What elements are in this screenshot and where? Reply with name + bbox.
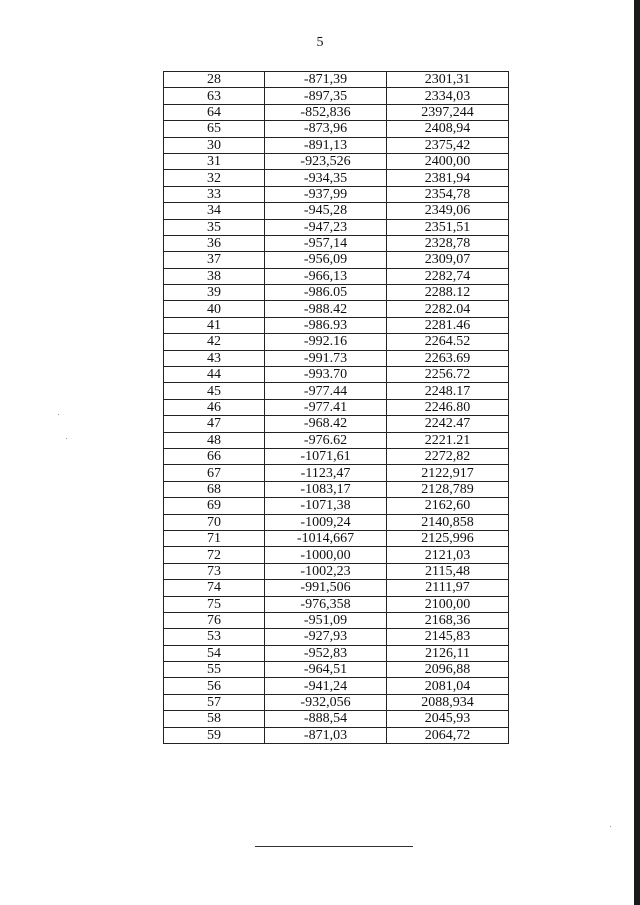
x-coordinate-cell: -964,51 — [265, 662, 387, 678]
footer-rule — [255, 846, 413, 847]
table-row — [164, 383, 509, 399]
point-number-cell: 74 — [164, 580, 265, 596]
x-coordinate-cell: -977.41 — [265, 399, 387, 415]
y-coordinate-cell: 2081,04 — [387, 678, 509, 694]
x-coordinate-cell: -956,09 — [265, 252, 387, 268]
y-coordinate-cell: 2122,917 — [387, 465, 509, 481]
y-coordinate-cell: 2349,06 — [387, 203, 509, 219]
table-row — [164, 481, 509, 497]
y-coordinate-cell: 2126,11 — [387, 645, 509, 661]
table-row — [164, 678, 509, 694]
table-row — [164, 317, 509, 333]
table-row — [164, 432, 509, 448]
x-coordinate-cell: -976.62 — [265, 432, 387, 448]
y-coordinate-cell: 2272,82 — [387, 448, 509, 464]
y-coordinate-cell: 2381,94 — [387, 170, 509, 186]
x-coordinate-cell: -945,28 — [265, 203, 387, 219]
table-row — [164, 186, 509, 202]
x-coordinate-cell: -951,09 — [265, 612, 387, 628]
scan-speck — [610, 826, 611, 827]
x-coordinate-cell: -986.93 — [265, 317, 387, 333]
coordinates-table-body — [164, 72, 509, 744]
x-coordinate-cell: -871,39 — [265, 72, 387, 88]
point-number-cell: 73 — [164, 563, 265, 579]
x-coordinate-cell: -1000,00 — [265, 547, 387, 563]
point-number-cell: 76 — [164, 612, 265, 628]
table-row — [164, 72, 509, 88]
point-number-cell: 48 — [164, 432, 265, 448]
scan-speck — [66, 438, 67, 439]
y-coordinate-cell: 2263.69 — [387, 350, 509, 366]
table-row — [164, 514, 509, 530]
table-row — [164, 629, 509, 645]
x-coordinate-cell: -1083,17 — [265, 481, 387, 497]
point-number-cell: 69 — [164, 498, 265, 514]
table-row — [164, 563, 509, 579]
point-number-cell: 46 — [164, 399, 265, 415]
point-number-cell: 42 — [164, 334, 265, 350]
y-coordinate-cell: 2221.21 — [387, 432, 509, 448]
x-coordinate-cell: -852,836 — [265, 104, 387, 120]
x-coordinate-cell: -932,056 — [265, 694, 387, 710]
y-coordinate-cell: 2281.46 — [387, 317, 509, 333]
y-coordinate-cell: 2256.72 — [387, 367, 509, 383]
x-coordinate-cell: -986.05 — [265, 285, 387, 301]
point-number-cell: 70 — [164, 514, 265, 530]
table-row — [164, 662, 509, 678]
table-row — [164, 137, 509, 153]
table-row — [164, 448, 509, 464]
table-row — [164, 645, 509, 661]
y-coordinate-cell: 2334,03 — [387, 88, 509, 104]
point-number-cell: 56 — [164, 678, 265, 694]
point-number-cell: 35 — [164, 219, 265, 235]
point-number-cell: 36 — [164, 235, 265, 251]
x-coordinate-cell: -1071,38 — [265, 498, 387, 514]
point-number-cell: 64 — [164, 104, 265, 120]
point-number-cell: 68 — [164, 481, 265, 497]
y-coordinate-cell: 2125,996 — [387, 530, 509, 546]
point-number-cell: 47 — [164, 416, 265, 432]
x-coordinate-cell: -888,54 — [265, 711, 387, 727]
y-coordinate-cell: 2351,51 — [387, 219, 509, 235]
y-coordinate-cell: 2145,83 — [387, 629, 509, 645]
y-coordinate-cell: 2408,94 — [387, 121, 509, 137]
scan-edge — [634, 0, 640, 905]
x-coordinate-cell: -1071,61 — [265, 448, 387, 464]
y-coordinate-cell: 2282.04 — [387, 301, 509, 317]
y-coordinate-cell: 2045,93 — [387, 711, 509, 727]
table-row — [164, 268, 509, 284]
x-coordinate-cell: -977.44 — [265, 383, 387, 399]
y-coordinate-cell: 2064,72 — [387, 727, 509, 743]
x-coordinate-cell: -966,13 — [265, 268, 387, 284]
x-coordinate-cell: -1002,23 — [265, 563, 387, 579]
table-row — [164, 694, 509, 710]
y-coordinate-cell: 2400,00 — [387, 153, 509, 169]
point-number-cell: 38 — [164, 268, 265, 284]
y-coordinate-cell: 2168,36 — [387, 612, 509, 628]
table-row — [164, 711, 509, 727]
x-coordinate-cell: -873,96 — [265, 121, 387, 137]
y-coordinate-cell: 2115,48 — [387, 563, 509, 579]
point-number-cell: 72 — [164, 547, 265, 563]
y-coordinate-cell: 2100,00 — [387, 596, 509, 612]
x-coordinate-cell: -937,99 — [265, 186, 387, 202]
point-number-cell: 34 — [164, 203, 265, 219]
y-coordinate-cell: 2246.80 — [387, 399, 509, 415]
coordinates-table — [163, 71, 509, 744]
point-number-cell: 57 — [164, 694, 265, 710]
x-coordinate-cell: -992.16 — [265, 334, 387, 350]
x-coordinate-cell: -952,83 — [265, 645, 387, 661]
table-row — [164, 367, 509, 383]
point-number-cell: 65 — [164, 121, 265, 137]
point-number-cell: 43 — [164, 350, 265, 366]
point-number-cell: 54 — [164, 645, 265, 661]
table-row — [164, 727, 509, 743]
point-number-cell: 63 — [164, 88, 265, 104]
table-row — [164, 170, 509, 186]
x-coordinate-cell: -897,35 — [265, 88, 387, 104]
x-coordinate-cell: -947,23 — [265, 219, 387, 235]
y-coordinate-cell: 2397,244 — [387, 104, 509, 120]
table-row — [164, 153, 509, 169]
y-coordinate-cell: 2288.12 — [387, 285, 509, 301]
x-coordinate-cell: -891,13 — [265, 137, 387, 153]
y-coordinate-cell: 2242.47 — [387, 416, 509, 432]
point-number-cell: 45 — [164, 383, 265, 399]
point-number-cell: 71 — [164, 530, 265, 546]
x-coordinate-cell: -957,14 — [265, 235, 387, 251]
table-row — [164, 612, 509, 628]
page-number: 5 — [316, 35, 324, 50]
table-row — [164, 530, 509, 546]
table-row — [164, 498, 509, 514]
point-number-cell: 33 — [164, 186, 265, 202]
table-row — [164, 252, 509, 268]
y-coordinate-cell: 2282,74 — [387, 268, 509, 284]
point-number-cell: 39 — [164, 285, 265, 301]
y-coordinate-cell: 2162,60 — [387, 498, 509, 514]
point-number-cell: 30 — [164, 137, 265, 153]
x-coordinate-cell: -993.70 — [265, 367, 387, 383]
y-coordinate-cell: 2301,31 — [387, 72, 509, 88]
table-row — [164, 121, 509, 137]
table-row — [164, 235, 509, 251]
table-row — [164, 301, 509, 317]
table-row — [164, 399, 509, 415]
x-coordinate-cell: -941,24 — [265, 678, 387, 694]
table-row — [164, 334, 509, 350]
point-number-cell: 58 — [164, 711, 265, 727]
y-coordinate-cell: 2375,42 — [387, 137, 509, 153]
table-row — [164, 104, 509, 120]
y-coordinate-cell: 2088,934 — [387, 694, 509, 710]
point-number-cell: 67 — [164, 465, 265, 481]
point-number-cell: 32 — [164, 170, 265, 186]
scan-speck — [58, 414, 59, 415]
y-coordinate-cell: 2140,858 — [387, 514, 509, 530]
y-coordinate-cell: 2121,03 — [387, 547, 509, 563]
point-number-cell: 37 — [164, 252, 265, 268]
x-coordinate-cell: -976,358 — [265, 596, 387, 612]
table-row — [164, 547, 509, 563]
x-coordinate-cell: -1009,24 — [265, 514, 387, 530]
y-coordinate-cell: 2096,88 — [387, 662, 509, 678]
point-number-cell: 31 — [164, 153, 265, 169]
x-coordinate-cell: -991,506 — [265, 580, 387, 596]
point-number-cell: 66 — [164, 448, 265, 464]
x-coordinate-cell: -871,03 — [265, 727, 387, 743]
point-number-cell: 44 — [164, 367, 265, 383]
table-row — [164, 580, 509, 596]
table-row — [164, 285, 509, 301]
y-coordinate-cell: 2354,78 — [387, 186, 509, 202]
point-number-cell: 59 — [164, 727, 265, 743]
table-row — [164, 219, 509, 235]
x-coordinate-cell: -927,93 — [265, 629, 387, 645]
point-number-cell: 53 — [164, 629, 265, 645]
table-row — [164, 596, 509, 612]
y-coordinate-cell: 2128,789 — [387, 481, 509, 497]
table-row — [164, 350, 509, 366]
table-row — [164, 465, 509, 481]
y-coordinate-cell: 2309,07 — [387, 252, 509, 268]
y-coordinate-cell: 2328,78 — [387, 235, 509, 251]
table-row — [164, 88, 509, 104]
x-coordinate-cell: -968.42 — [265, 416, 387, 432]
x-coordinate-cell: -988.42 — [265, 301, 387, 317]
x-coordinate-cell: -923,526 — [265, 153, 387, 169]
y-coordinate-cell: 2264.52 — [387, 334, 509, 350]
point-number-cell: 55 — [164, 662, 265, 678]
y-coordinate-cell: 2248.17 — [387, 383, 509, 399]
x-coordinate-cell: -1014,667 — [265, 530, 387, 546]
point-number-cell: 41 — [164, 317, 265, 333]
table-row — [164, 203, 509, 219]
x-coordinate-cell: -991.73 — [265, 350, 387, 366]
point-number-cell: 28 — [164, 72, 265, 88]
x-coordinate-cell: -934,35 — [265, 170, 387, 186]
y-coordinate-cell: 2111,97 — [387, 580, 509, 596]
point-number-cell: 75 — [164, 596, 265, 612]
point-number-cell: 40 — [164, 301, 265, 317]
table-row — [164, 416, 509, 432]
x-coordinate-cell: -1123,47 — [265, 465, 387, 481]
